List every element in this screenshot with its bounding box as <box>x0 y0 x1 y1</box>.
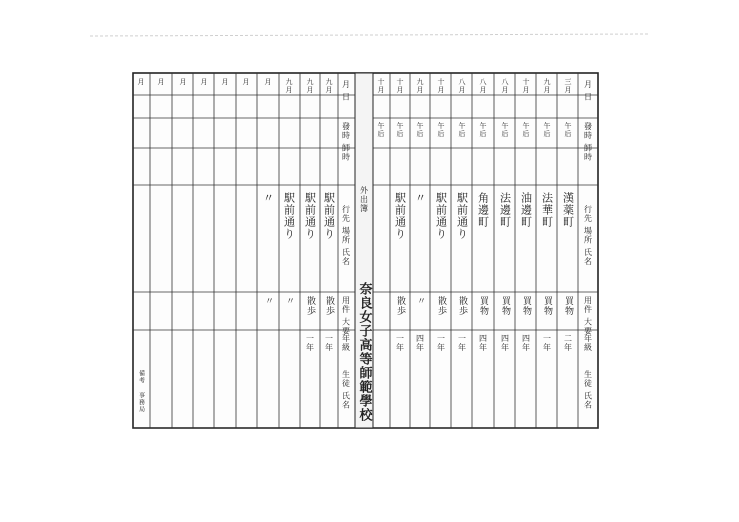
right-time-entry: 午后 <box>437 122 445 138</box>
right-purpose-entry: 買物 <box>521 296 531 316</box>
header-name: 生徒 氏名 <box>583 370 593 410</box>
header-depart-time: 發時 師時 <box>583 122 593 162</box>
left-destination-entry: 〃 <box>261 192 275 204</box>
left-header-month-day: 月 日 <box>341 80 351 102</box>
right-destination-entry: 〃 <box>413 192 427 204</box>
right-year-entry: 一年 <box>542 334 552 352</box>
right-destination-entry: 角邊町 <box>476 192 490 228</box>
right-purpose-entry: 買物 <box>563 296 573 316</box>
left-year-entry: 一年 <box>305 334 315 352</box>
right-time-entry: 午后 <box>522 122 530 138</box>
right-purpose-entry: 散歩 <box>457 296 467 316</box>
right-destination-entry: 法邊町 <box>498 192 512 228</box>
left-purpose-entry: 〃 <box>284 296 294 306</box>
right-month-day-entry: 十月 <box>437 78 445 94</box>
left-month-day-entry: 月 <box>179 78 187 86</box>
left-stamp-2: 事務局 <box>137 392 145 413</box>
left-month-day-entry: 月 <box>221 78 229 86</box>
right-month-day-entry: 十月 <box>396 78 404 94</box>
left-month-day-entry: 九月 <box>325 78 333 94</box>
right-year-entry: 四年 <box>500 334 510 352</box>
right-month-day-entry: 九月 <box>543 78 551 94</box>
right-destination-entry: 漢薬町 <box>561 192 575 228</box>
left-destination-entry: 駅前通り <box>282 192 296 240</box>
left-month-day-entry: 月 <box>200 78 208 86</box>
left-header-destination: 行先 場所 氏名 <box>341 205 351 267</box>
left-month-day-entry: 月 <box>137 78 145 86</box>
right-purpose-entry: 買物 <box>478 296 488 316</box>
right-destination-entry: 油邊町 <box>519 192 533 228</box>
right-purpose-entry: 散歩 <box>436 296 446 316</box>
left-year-entry: 一年 <box>324 334 334 352</box>
right-year-entry: 一年 <box>457 334 467 352</box>
right-time-entry: 午后 <box>543 122 551 138</box>
right-time-entry: 午后 <box>416 122 424 138</box>
right-destination-entry: 駅前通り <box>455 192 469 240</box>
left-month-day-entry: 九月 <box>306 78 314 94</box>
left-stamp: 備考 <box>137 370 145 384</box>
left-purpose-entry: 散歩 <box>305 296 315 316</box>
left-month-day-entry: 月 <box>242 78 250 86</box>
left-destination-entry: 駅前通り <box>303 192 317 240</box>
right-year-entry: 一年 <box>395 334 405 352</box>
right-time-entry: 午后 <box>458 122 466 138</box>
header-purpose: 用件 大要 <box>583 296 593 336</box>
book-label: 外出簿 <box>359 186 369 213</box>
header-month-day: 月 日 <box>583 80 593 102</box>
right-month-day-entry: 十月 <box>522 78 530 94</box>
right-purpose-entry: 買物 <box>542 296 552 316</box>
right-year-entry: 四年 <box>478 334 488 352</box>
right-time-entry: 午后 <box>377 122 385 138</box>
right-destination-entry: 駅前通り <box>393 192 407 240</box>
left-purpose-entry: 散歩 <box>324 296 334 316</box>
right-destination-entry: 法華町 <box>540 192 554 228</box>
right-purpose-entry: 〃 <box>415 296 425 306</box>
header-year: 年級 <box>583 334 593 352</box>
header-destination: 行先 場所 氏名 <box>583 205 593 267</box>
left-header-depart-time: 發時 師時 <box>341 122 351 162</box>
right-year-entry: 四年 <box>521 334 531 352</box>
right-time-entry: 午后 <box>396 122 404 138</box>
right-year-entry: 四年 <box>415 334 425 352</box>
right-month-day-entry: 十月 <box>377 78 385 94</box>
left-destination-entry: 駅前通り <box>322 192 336 240</box>
left-header-purpose: 用件 大要 <box>341 296 351 336</box>
right-month-day-entry: 八月 <box>501 78 509 94</box>
left-month-day-entry: 月 <box>157 78 165 86</box>
right-time-entry: 午后 <box>479 122 487 138</box>
right-year-entry: 一年 <box>436 334 446 352</box>
left-month-day-entry: 月 <box>264 78 272 86</box>
right-purpose-entry: 買物 <box>500 296 510 316</box>
right-month-day-entry: 八月 <box>458 78 466 94</box>
right-month-day-entry: 三月 <box>564 78 572 94</box>
right-year-entry: 二年 <box>563 334 573 352</box>
right-purpose-entry: 散歩 <box>395 296 405 316</box>
right-time-entry: 午后 <box>564 122 572 138</box>
left-header-year: 年級 <box>341 334 351 352</box>
spine-title: 奈良女子高等師範學校 <box>356 282 372 422</box>
right-destination-entry: 駅前通り <box>434 192 448 240</box>
left-month-day-entry: 九月 <box>285 78 293 94</box>
left-purpose-entry: 〃 <box>263 296 273 306</box>
right-month-day-entry: 九月 <box>416 78 424 94</box>
right-month-day-entry: 八月 <box>479 78 487 94</box>
left-header-name: 生徒 氏名 <box>341 370 351 410</box>
right-time-entry: 午后 <box>501 122 509 138</box>
